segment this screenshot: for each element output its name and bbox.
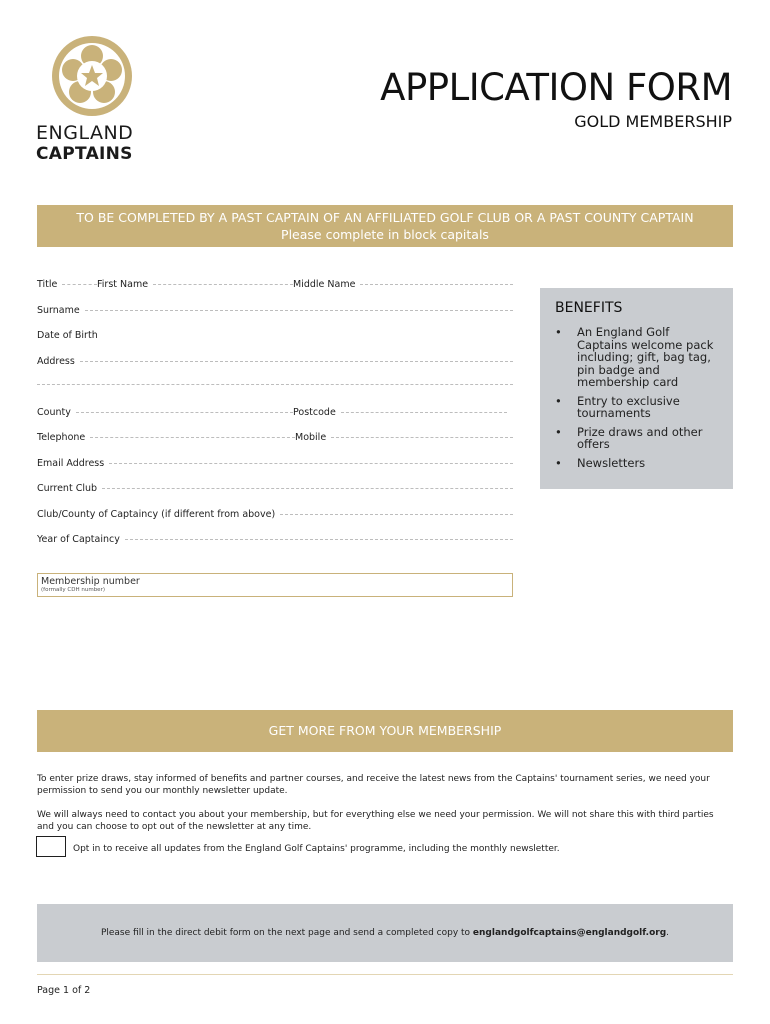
footer-divider xyxy=(37,974,733,975)
direct-debit-end: . xyxy=(666,928,670,938)
mobile-label: Mobile xyxy=(295,432,327,444)
email-label: Email Address xyxy=(37,457,105,469)
current-club-field[interactable] xyxy=(37,483,513,494)
page-subtitle: GOLD MEMBERSHIP xyxy=(574,112,732,131)
title-label: Title xyxy=(37,279,58,291)
membership-number-label: Membership number xyxy=(41,576,140,587)
mobile-field[interactable] xyxy=(295,432,513,443)
first-name-field[interactable] xyxy=(97,279,293,290)
address-label: Address xyxy=(37,355,75,367)
year-captaincy-label: Year of Captaincy xyxy=(37,534,120,546)
instructions-banner xyxy=(37,205,733,247)
address-line-2-field[interactable] xyxy=(37,384,513,390)
opt-in-checkbox[interactable] xyxy=(36,836,66,857)
telephone-label: Telephone xyxy=(37,432,86,444)
dob-label: Date of Birth xyxy=(37,330,98,342)
england-captains-logo xyxy=(36,34,156,164)
logo-text-england: ENGLAND xyxy=(36,122,134,144)
first-name-label: First Name xyxy=(97,279,149,291)
logo-text-captains: CAPTAINS xyxy=(36,144,133,164)
county-field[interactable] xyxy=(37,407,293,418)
address-field[interactable] xyxy=(37,356,513,367)
page-title: APPLICATION FORM xyxy=(380,66,732,109)
benefits-title: BENEFITS xyxy=(555,300,623,316)
application-form xyxy=(37,272,513,553)
surname-field[interactable] xyxy=(37,305,513,316)
benefit-item: • Prize draws and other offers xyxy=(555,426,723,451)
postcode-field[interactable] xyxy=(293,407,507,418)
instructions-line-1: TO BE COMPLETED BY A PAST CAPTAIN OF AN AFFILIATED GOLF CLUB OR A PAST COUNTY CAPTAIN xyxy=(76,210,694,225)
middle-name-field[interactable] xyxy=(293,279,513,290)
title-field[interactable] xyxy=(37,279,97,290)
membership-number-field[interactable] xyxy=(37,573,513,597)
benefit-item: • Entry to exclusive tournaments xyxy=(555,395,723,420)
benefit-item: • An England Golf Captains welcome pack including; gift, bag tag, pin badge and membership card xyxy=(555,326,723,389)
county-label: County xyxy=(37,406,71,418)
postcode-label: Postcode xyxy=(293,406,336,418)
instructions-line-2: Please complete in block capitals xyxy=(281,227,489,242)
permission-paragraph: We will always need to contact you about your membership, but for everything else we need your permission. We will not share this with third parties and you can choose to opt out of the newsletter at any time. xyxy=(37,810,714,832)
direct-debit-text: Please fill in the direct debit form on the next page and send a completed copy to xyxy=(100,928,473,938)
email-field[interactable] xyxy=(37,458,513,469)
membership-number-sublabel: (formally CDH number) xyxy=(41,587,105,593)
benefits-list xyxy=(555,326,723,469)
opt-in-label: Opt in to receive all updates from the England Golf Captains' programme, including the monthly newsletter. xyxy=(73,844,560,854)
benefit-item: • Newsletters xyxy=(555,457,723,470)
current-club-label: Current Club xyxy=(37,483,98,495)
membership-banner: GET MORE FROM YOUR MEMBERSHIP xyxy=(37,710,733,752)
year-captaincy-field[interactable] xyxy=(37,534,513,545)
rose-emblem-icon xyxy=(50,34,134,118)
page-number: Page 1 of 2 xyxy=(37,985,91,996)
name-row xyxy=(37,272,513,298)
club-county-captaincy-field[interactable] xyxy=(37,509,513,520)
contact-email-link[interactable]: englandgolfcaptains@englandgolf.org xyxy=(472,928,667,938)
dob-field[interactable] xyxy=(37,330,513,341)
surname-label: Surname xyxy=(37,304,80,316)
telephone-field[interactable] xyxy=(37,432,295,443)
club-county-captaincy-label: Club/County of Captaincy (if different from above) xyxy=(37,508,276,520)
direct-debit-note xyxy=(37,904,733,962)
benefits-panel xyxy=(540,288,733,489)
middle-name-label: Middle Name xyxy=(293,279,356,291)
newsletter-paragraph: To enter prize draws, stay informed of benefits and partner courses, and receive the latest news from the Captains' tournament series, we need your permission to send you our monthly newsletter update. xyxy=(37,774,710,796)
